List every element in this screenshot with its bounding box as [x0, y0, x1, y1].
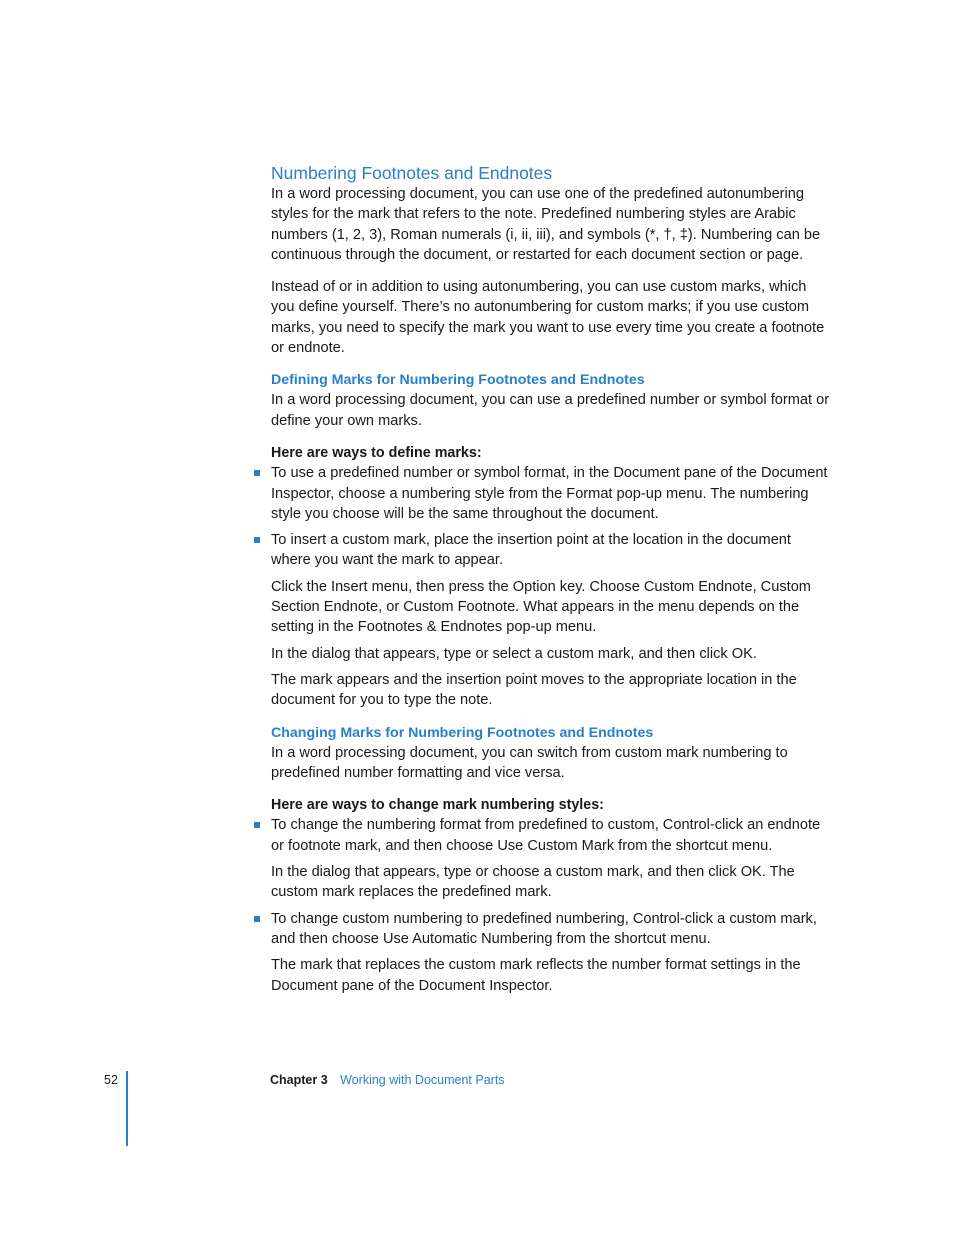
subsection-body-defining: In a word processing document, you can use a predefined number or symbol format or define your own marks. [271, 392, 830, 429]
subsection-heading-defining: Defining Marks for Numbering Footnotes and Endnotes [271, 372, 645, 389]
list-item-followup: In the dialog that appears, type or choose a custom mark, and then click OK. The custom mark replaces the predefined mark. [271, 864, 795, 901]
bullet-list-changing [271, 815, 831, 995]
footer-rule [126, 1071, 128, 1146]
chapter-title: Working with Document Parts [340, 1073, 505, 1087]
intro-paragraph-1: In a word processing document, you can use one of the predefined autonumbering styles for the mark that refers to the note. Predefined numbering styles are Arabic numbers (1, 2, 3), Roman numerals (i, ii, iii), and symbols (*, †, ‡). Numbering can be continuous through the document, or restarted for each document section or page. [271, 186, 821, 263]
chapter-label: Chapter 3 [270, 1073, 328, 1087]
subsection-heading-changing: Changing Marks for Numbering Footnotes and Endnotes [271, 724, 654, 741]
list-item [271, 530, 831, 710]
subsection-body-changing: In a word processing document, you can switch from custom mark numbering to predefined number formatting and vice versa. [271, 744, 788, 781]
bullet-square-icon [254, 537, 260, 543]
list-item [271, 463, 831, 524]
list-item [271, 909, 831, 996]
intro-paragraph-2: Instead of or in addition to using autonumbering, you can use custom marks, which you define yourself. There’s no autonumbering for custom marks; if you use custom marks, you need to specify the mark you want to use every time you create a footnote or endnote. [271, 279, 825, 357]
page-content [271, 162, 831, 996]
chapter-footer [270, 1073, 505, 1087]
list-item-text: To change the numbering format from predefined to custom, Control-click an endnote or footnote mark, and then choose Use Custom Mark from the shortcut menu. [271, 817, 821, 854]
lead-in-changing: Here are ways to change mark numbering styles: [271, 797, 604, 814]
list-item-text: To use a predefined number or symbol format, in the Document pane of the Document Inspector, choose a numbering style from the Format pop-up menu. The numbering style you choose will be the same throughout the document. [271, 465, 828, 522]
bullet-list-defining [271, 463, 831, 710]
list-item-followup: Click the Insert menu, then press the Option key. Choose Custom Endnote, Custom Section Endnote, or Custom Footnote. What appears in the menu depends on the setting in the Footnotes & Endnotes pop-up menu. [271, 578, 811, 636]
bullet-square-icon [254, 916, 260, 922]
list-item-followup: The mark that replaces the custom mark reflects the number format settings in the Document pane of the Document Inspector. [271, 957, 801, 994]
list-item [271, 815, 831, 902]
page-number: 52 [104, 1073, 118, 1087]
bullet-square-icon [254, 470, 260, 476]
lead-in-defining: Here are ways to define marks: [271, 444, 482, 461]
list-item-followup: In the dialog that appears, type or select a custom mark, and then click OK. [271, 645, 757, 662]
list-item-text: To change custom numbering to predefined numbering, Control-click a custom mark, and then choose Use Automatic Numbering from the shortcut menu. [271, 910, 817, 947]
bullet-square-icon [254, 822, 260, 828]
section-heading: Numbering Footnotes and Endnotes [271, 163, 553, 183]
list-item-followup: The mark appears and the insertion point moves to the appropriate location in the document for you to type the note. [271, 671, 797, 709]
list-item-text: To insert a custom mark, place the insertion point at the location in the document where you want the mark to appear. [271, 532, 791, 569]
